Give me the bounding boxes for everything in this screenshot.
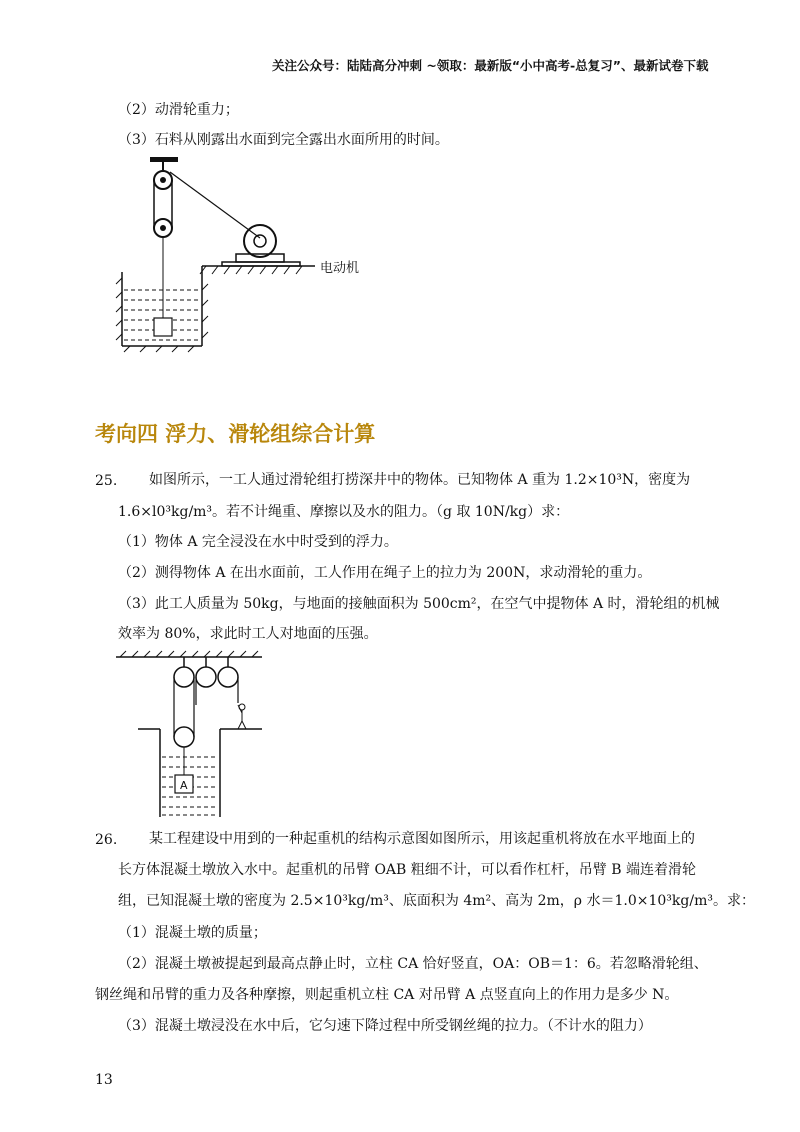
movable-pulley [174,727,194,747]
electric-motor [222,225,300,266]
q25-stem-line1: 如图所示，一工人通过滑轮组打捞深井中的物体。已知物体 A 重为 1.2×10³N，密度为 [149,472,691,488]
q26-part2-line2: 钢丝绳和吊臂的重力及各种摩擦，则起重机立柱 CA 对吊臂 A 点竖直向上的作用力是多少 N。 [95,987,679,1003]
q25-part3-line1: （3）此工人质量为 50kg，与地面的接触面积为 500cm²，在空气中提物体 A 时，滑轮组的机械 [118,596,720,612]
rope-to-motor [170,172,260,238]
water-tank [116,272,208,352]
figure-well-pulley [112,645,272,820]
q26-stem-line3: 组，已知混凝土墩的密度为 2.5×10³kg/m³、底面积为 4m²、高为 2m，ρ 水＝1.0×10³kg/m³。求： [118,893,755,909]
q26-stem-line2: 长方体混凝土墩放入水中。起重机的吊臂 OAB 粗细不计，可以看作杠杆，吊臂 B 端连着滑轮 [118,862,696,878]
q25-part2: （2）测得物体 A 在出水面前，工人作用在绳子上的拉力为 200N，求动滑轮的重力。 [118,565,652,581]
worker-figure [238,704,246,729]
q25-number: 25. [95,473,118,489]
q26-number: 26. [95,832,118,848]
q26-part2-line1: （2）混凝土墩被提起到最高点静止时，立柱 CA 恰好竖直，OA：OB＝1：6。若忽略滑轮组、 [118,956,708,972]
fixed-pulley-1 [174,667,194,687]
q24-part3: （3）石料从刚露出水面到完全露出水面所用的时间。 [118,132,449,148]
page-number: 13 [95,1072,113,1088]
stone-block [154,318,172,336]
q24-part2: （2）动滑轮重力； [118,102,239,118]
q26-stem-line1: 某工程建设中用到的一种起重机的结构示意图如图所示，用该起重机将放在水平地面上的 [149,831,695,847]
q25-part3-line2: 效率为 80%，求此时工人对地面的压强。 [118,626,378,642]
fixed-pulley-3 [218,667,238,687]
q26-part3: （3）混凝土墩浸没在水中后，它匀速下降过程中所受钢丝绳的拉力。（不计水的阻力） [118,1018,652,1034]
q25-stem-line2: 1.6×l0³kg/m³。若不计绳重、摩擦以及水的阻力。（g 取 10N/kg）求： [118,504,570,520]
figure-pulley-motor [110,150,370,355]
q25-part1: （1）物体 A 完全浸没在水中时受到的浮力。 [118,534,398,550]
ceiling-support [150,158,178,162]
object-a-label: A [180,779,188,792]
fixed-pulley-2 [196,667,216,687]
q26-part1: （1）混凝土墩的质量； [118,925,267,941]
page-header: 关注公众号：陆陆高分冲刺 ~领取：最新版“小中高考-总复习”、最新试卷下载 [272,58,709,73]
motor-label: 电动机 [320,261,360,276]
section-title: 考向四 浮力、滑轮组综合计算 [95,422,376,446]
